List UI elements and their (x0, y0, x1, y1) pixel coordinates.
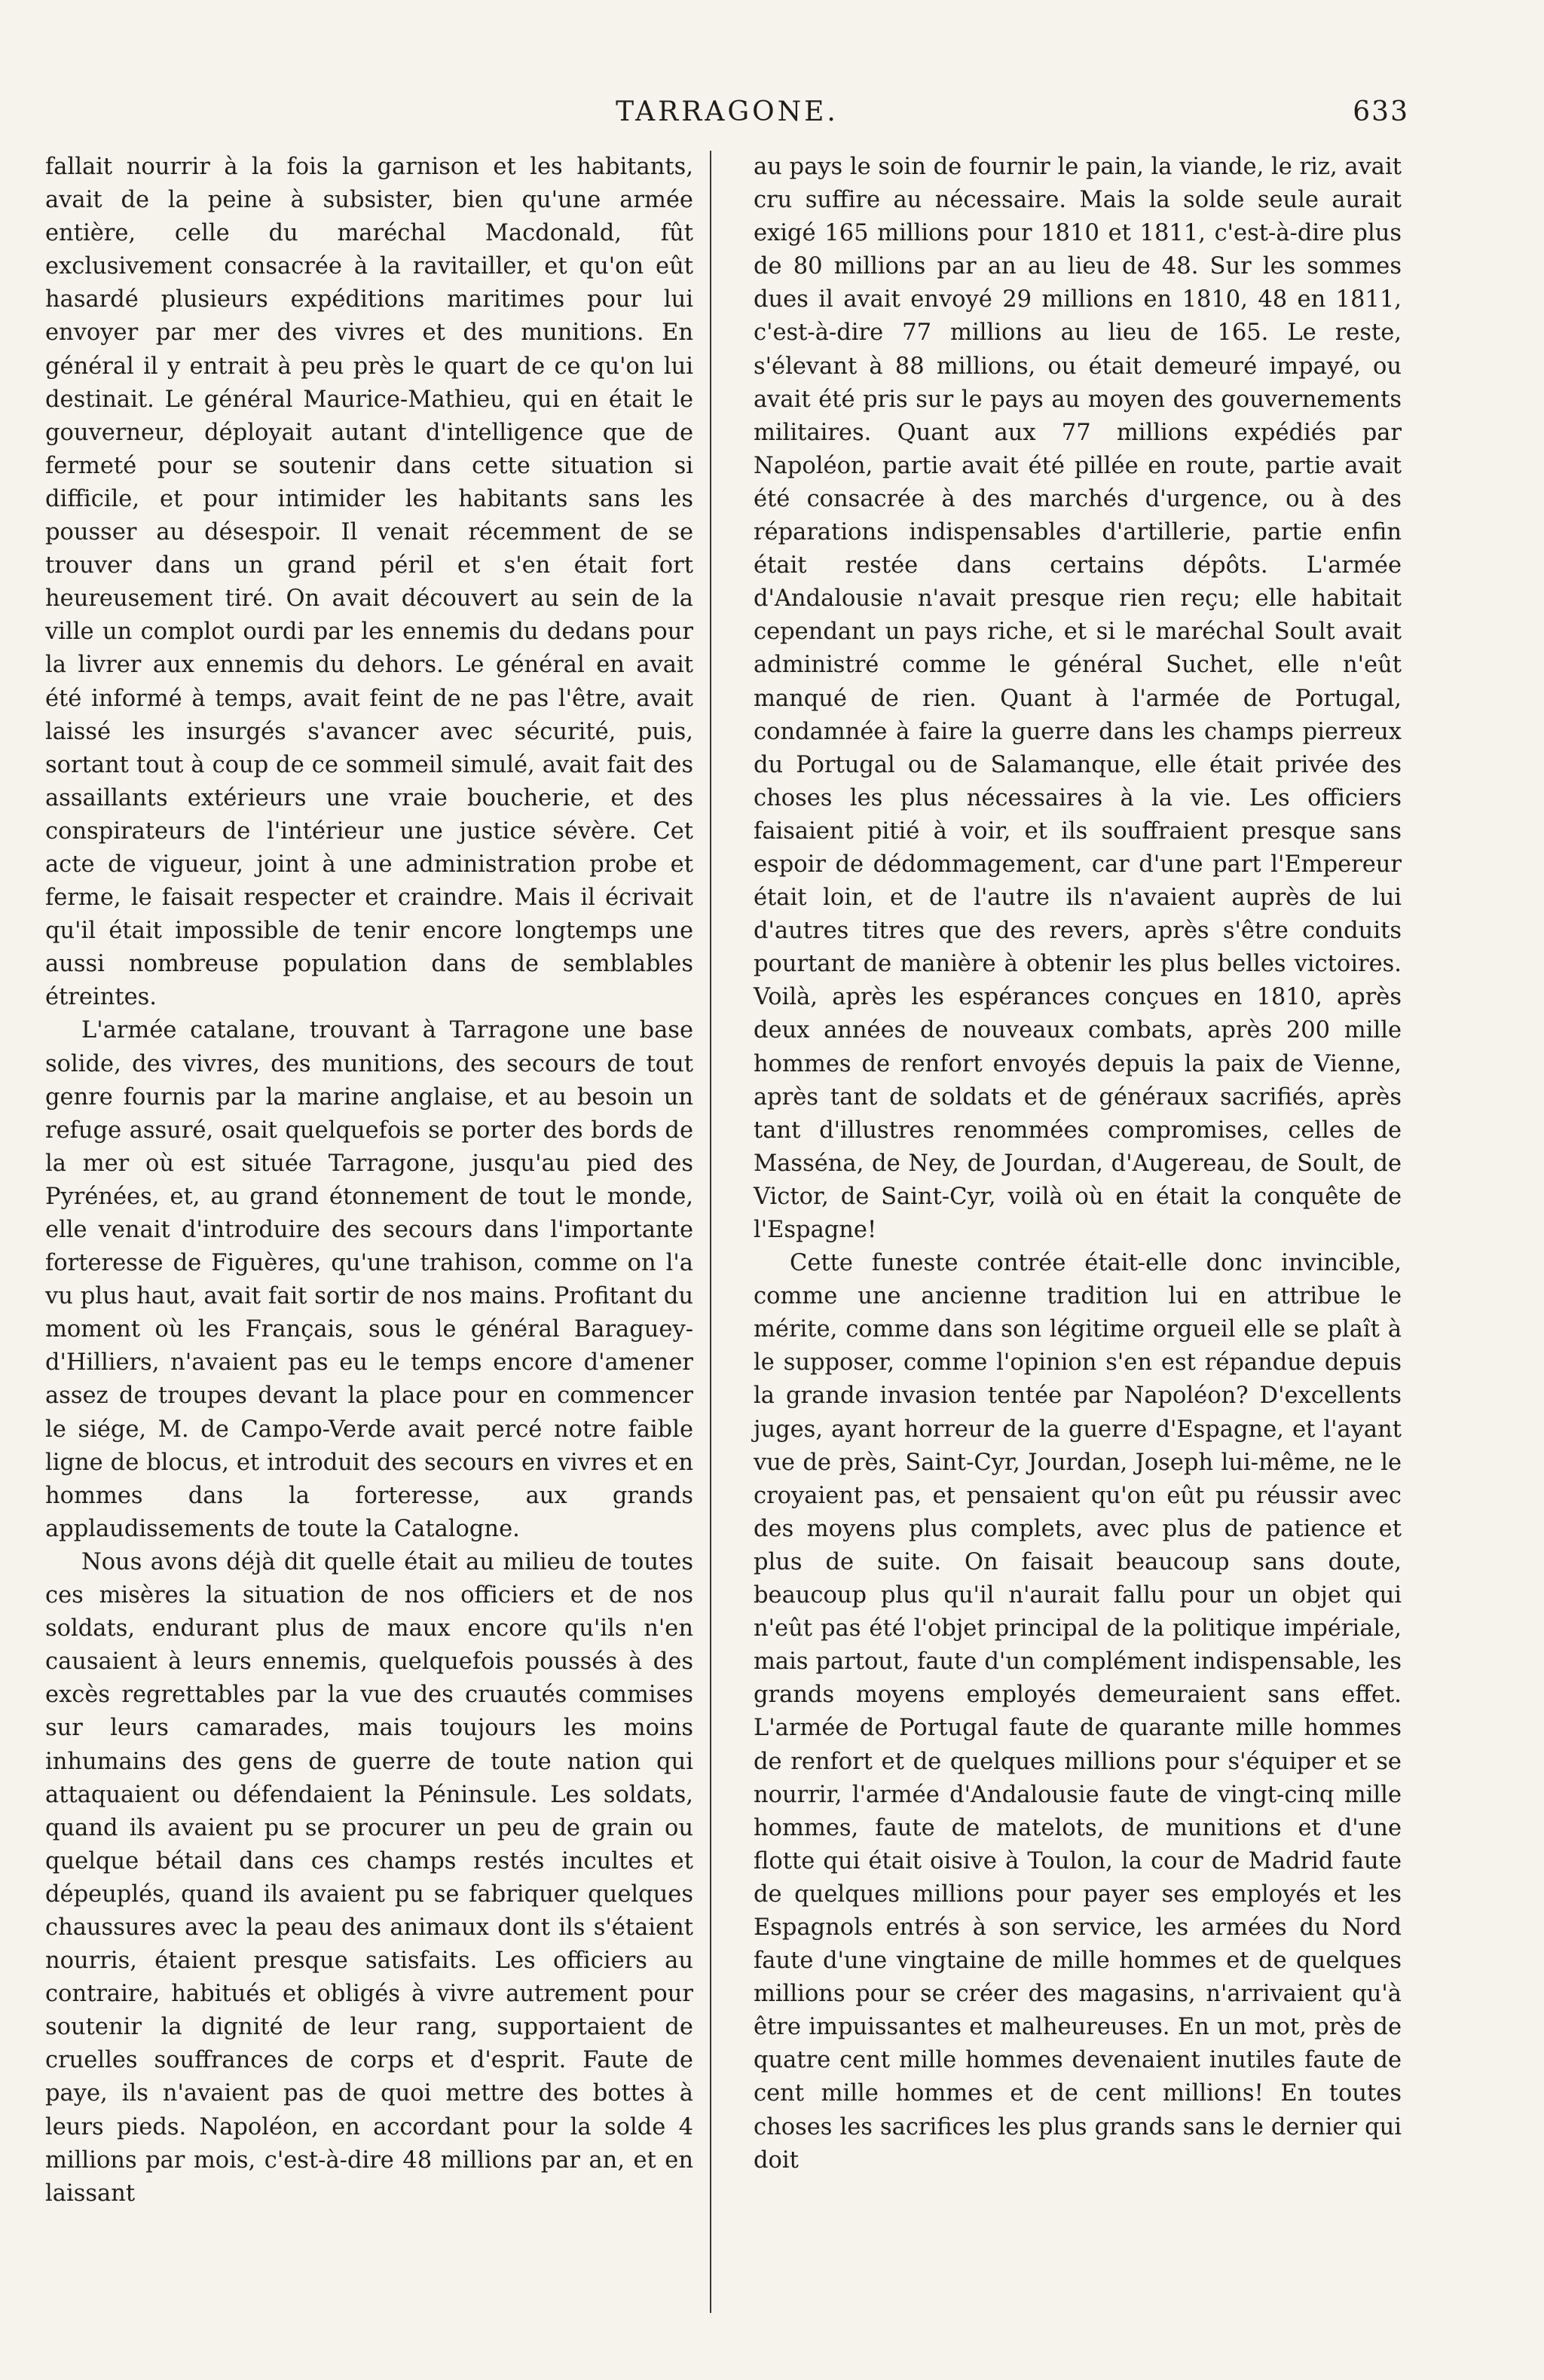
paragraph: fallait nourrir à la fois la garnison et les habitants, avait de la peine à subsister, bien qu'une armée entière, celle du maréchal Macdonald, fût exclusivement consacrée à la ravitailler, et qu'on eût hasardé plusieurs expéditions maritimes pour lui envoyer par mer des vivres et des munitions. En général il y entrait à peu près le quart de ce qu'on lui destinait. Le général Maurice-Mathieu, qui en était le gouverneur, déployait autant d'intelligence que de fermeté pour se soutenir dans cette situation si difficile, et pour intimider les habitants sans les pousser au désespoir. Il venait récemment de se trouver dans un grand péril et s'en était fort heureusement tiré. On avait découvert au sein de la ville un complot ourdi par les ennemis du dedans pour la livrer aux ennemis du dehors. Le général en avait été informé à temps, avait feint de ne pas l'être, avait laissé les insurgés s'avancer avec sécurité, puis, sortant tout à coup de ce sommeil simulé, avait fait des assaillants extérieurs une vraie boucherie, et des conspirateurs de l'intérieur une justice sévère. Cet acte de vigueur, joint à une administration probe et ferme, le faisait respecter et craindre. Mais il écrivait qu'il était impossible de tenir encore longtemps une aussi nombreuse population dans de semblables étreintes. (45, 154, 693, 1011)
running-title: TARRAGONE. (616, 96, 839, 127)
paragraph: L'armée catalane, trouvant à Tarragone une base solide, des vivres, des munitions, des secours de tout genre fournis par la marine anglaise, et au besoin un refuge assuré, osait quelquefois se porter des bords de la mer où est située Tarragone, jusqu'au pied des Pyrénées, et, au grand étonnement de tout le monde, elle venait d'introduire des secours dans l'importante forteresse de Figuères, qu'une trahison, comme on l'a vu plus haut, avait fait sortir de nos mains. Profitant du moment où les Français, sous le général Baraguey-d'Hilliers, n'avaient pas eu le temps encore d'amener assez de troupes devant la place pour en commencer le siége, M. de Campo-Verde avait percé notre faible ligne de blocus, et introduit des secours en vivres et en hommes dans la forteresse, aux grands applaudissements de toute la Catalogne. (45, 1017, 693, 1542)
paragraph: Cette funeste contrée était-elle donc invincible, comme une ancienne tradition lui en attribue le mérite, comme dans son légitime orgueil elle se plaît à le supposer, comme l'opinion s'en est répandue depuis la grande invasion tentée par Napoléon? D'excellents juges, ayant horreur de la guerre d'Espagne, et l'ayant vue de près, Saint-Cyr, Jourdan, Joseph lui-même, ne le croyaient pas, et pensaient qu'on eût pu réussir avec des moyens plus complets, avec plus de patience et plus de suite. On faisait beaucoup sans doute, beaucoup plus qu'il n'aurait fallu pour un objet qui n'eût pas été l'objet principal de la politique impériale, mais partout, faute d'un complément indispensable, les grands moyens employés demeuraient sans effet. L'armée de Portugal faute de quarante mille hommes de renfort et de quelques millions pour s'équiper et se nourrir, l'armée d'Andalousie faute de vingt-cinq mille hommes, faute de matelots, de munitions et d'une flotte qui était oisive à Toulon, la cour de Madrid faute de quelques millions pour payer ses employés et les Espagnols entrés à son service, les armées du Nord faute d'une vingtaine de mille hommes et de quelques millions pour se créer des magasins, n'arrivaient qu'à être impuissantes et malheureuses. En un mot, près de quatre cent mille hommes devenaient inutiles faute de cent mille hommes et de cent millions! En toutes choses les sacrifices les plus grands sans le dernier qui doit (754, 1250, 1402, 2174)
page-header (45, 96, 1409, 142)
paragraph: Nous avons déjà dit quelle était au milieu de toutes ces misères la situation de nos officiers et de nos soldats, endurant plus de maux encore qu'ils n'en causaient à leurs ennemis, quelquefois poussés à des excès regrettables par la vue des cruautés commises sur leurs camarades, mais toujours les moins inhumains des gens de guerre de toute nation qui attaquaient ou défendaient la Péninsule. Les soldats, quand ils avaient pu se procurer un peu de grain ou quelque bétail dans ces champs restés incultes et dépeuplés, quand ils avaient pu se fabriquer quelques chaussures avec la peau des animaux dont ils s'étaient nourris, étaient presque satisfaits. Les officiers au contraire, habitués et obligés à vivre autrement pour soutenir la dignité de leur rang, supportaient de cruelles souffrances de corps et d'esprit. Faute de paye, ils n'avaient pas de quoi mettre des bottes à leurs pieds. Napoléon, en accordant pour la solde 4 millions par mois, c'est-à-dire 48 millions par an, et en laissant (45, 1548, 693, 2207)
paragraph: au pays le soin de fournir le pain, la viande, le riz, avait cru suffire au nécessaire. Mais la solde seule aurait exigé 165 millions pour 1810 et 1811, c'est-à-dire plus de 80 millions par an au lieu de 48. Sur les sommes dues il avait envoyé 29 millions en 1810, 48 en 1811, c'est-à-dire 77 millions au lieu de 165. Le reste, s'élevant à 88 millions, ou était demeuré impayé, ou avait été pris sur le pays au moyen des gouvernements militaires. Quant aux 77 millions expédiés par Napoléon, partie avait été pillée en route, partie avait été consacrée à des marchés d'urgence, ou à des réparations indispensables d'artillerie, partie enfin était restée dans certains dépôts. L'armée d'Andalousie n'avait presque rien reçu; elle habitait cependant un pays riche, et si le maréchal Soult avait administré comme le général Suchet, elle n'eût manqué de rien. Quant à l'armée de Portugal, condamnée à faire la guerre dans les champs pierreux du Portugal ou de Salamanque, elle était privée des choses les plus nécessaires à la vie. Les officiers faisaient pitié à voir, et ils souffraient presque sans espoir de dédommagement, car d'une part l'Empereur était loin, et de l'autre ils n'avaient auprès de lui d'autres titres que des revers, après s'être conduits pourtant de manière à obtenir les plus belles victoires. Voilà, après les espérances conçues en 1810, après deux années de nouveaux combats, après 200 mille hommes de renfort envoyés depuis la paix de Vienne, après tant de soldats et de généraux sacrifiés, après tant d'illustres renommées compromises, celles de Masséna, de Ney, de Jourdan, d'Augereau, de Soult, de Victor, de Saint-Cyr, voilà où en était la conquête de l'Espagne! (754, 154, 1402, 1243)
page-number: 633 (1353, 96, 1409, 127)
left-column (45, 151, 693, 2210)
right-column (754, 151, 1402, 2177)
column-divider (710, 151, 711, 2313)
